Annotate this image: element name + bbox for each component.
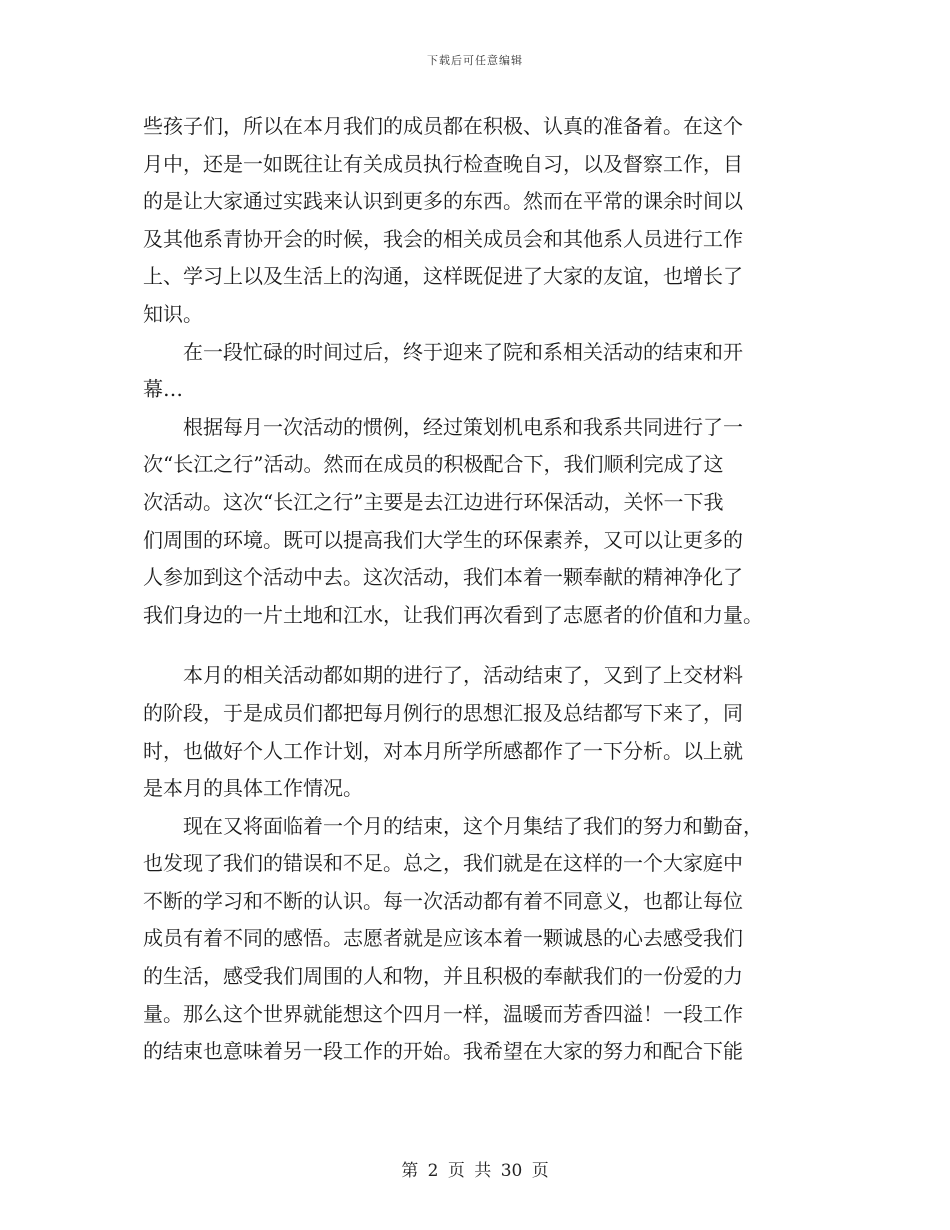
body-line: 上、学习上以及生活上的沟通，这样既促进了大家的友谊，也增长了 — [143, 264, 743, 289]
body-line: 的阶段，于是成员们都把每月例行的思想汇报及总结都写下来了，同 — [143, 700, 743, 725]
page-number-footer: 第 2 页 共 30 页 — [401, 1161, 549, 1181]
body-line: 月中，还是一如既往让有关成员执行检查晚自习，以及督察工作，目 — [143, 151, 743, 176]
body-line: 量。那么这个世界就能想这个四月一样，温暖而芳香四溢！一段工作 — [143, 1001, 743, 1026]
body-line: 的生活，感受我们周围的人和物，并且积极的奉献我们的一份爱的力 — [143, 964, 743, 989]
body-line: 幕… — [143, 377, 183, 402]
paragraph-first-line: 现在又将面临着一个月的结束，这个月集结了我们的努力和勤奋， — [183, 813, 763, 838]
body-line: 知识。 — [143, 301, 203, 326]
body-line: 次活动。这次“长江之行”主要是去江边进行环保活动，关怀一下我 — [143, 489, 724, 514]
body-line: 也发现了我们的错误和不足。总之，我们就是在这样的一个大家庭中 — [143, 851, 743, 876]
body-line: 是本月的具体工作情况。 — [143, 776, 363, 801]
body-line: 们周围的环境。既可以提高我们大学生的环保素养，又可以让更多的 — [143, 527, 743, 552]
page-header: 下载后可任意编辑 — [427, 54, 523, 67]
body-line: 人参加到这个活动中去。这次活动，我们本着一颗奉献的精神净化了 — [143, 565, 743, 590]
body-line: 不断的学习和不断的认识。每一次活动都有着不同意义，也都让每位 — [143, 888, 743, 913]
paragraph-first-line: 根据每月一次活动的惯例，经过策划机电系和我系共同进行了一 — [183, 414, 743, 439]
body-line: 些孩子们，所以在本月我们的成员都在积极、认真的准备着。在这个 — [143, 114, 743, 138]
body-line: 时，也做好个人工作计划，对本月所学所感都作了一下分析。以上就 — [143, 738, 743, 763]
document-body — [143, 108, 807, 1071]
body-line: 及其他系青协开会的时候，我会的相关成员会和其他系人员进行工作 — [143, 226, 743, 251]
body-line: 我们身边的一片土地和江水，让我们再次看到了志愿者的价值和力量。 — [143, 602, 763, 627]
body-line: 的是让大家通过实践来认识到更多的东西。然而在平常的课余时间以 — [143, 189, 743, 214]
paragraph-gap — [143, 634, 807, 657]
body-line: 的结束也意味着另一段工作的开始。我希望在大家的努力和配合下能 — [143, 1039, 743, 1064]
body-line: 成员有着不同的感悟。志愿者就是应该本着一颗诚恳的心去感受我们 — [143, 926, 743, 951]
body-line: 次“长江之行”活动。然而在成员的积极配合下，我们顺利完成了这 — [143, 452, 724, 477]
paragraph-first-line: 本月的相关活动都如期的进行了，活动结束了，又到了上交材料 — [183, 663, 743, 688]
paragraph-first-line: 在一段忙碌的时间过后，终于迎来了院和系相关活动的结束和开 — [183, 339, 743, 364]
